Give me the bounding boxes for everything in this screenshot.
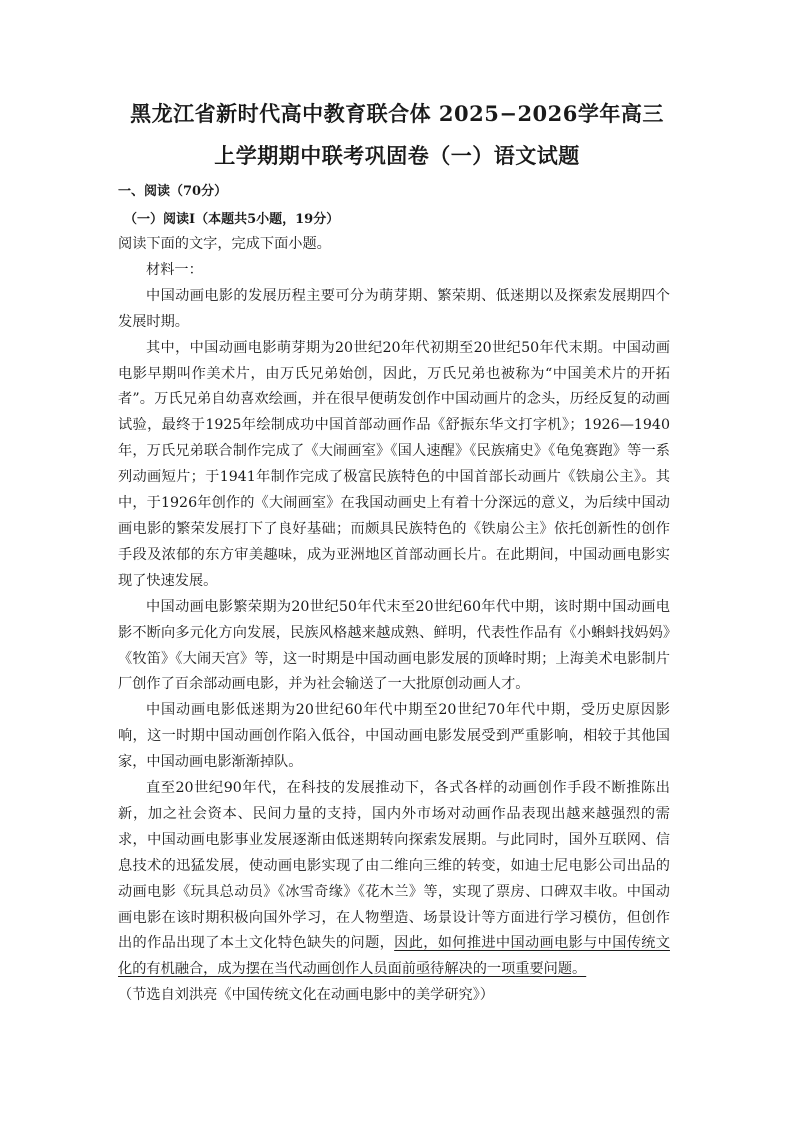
exam-title-line1: 黑龙江省新时代高中教育联合体 2025−2026学年高三 [130, 101, 664, 126]
section-heading: 一、阅读（70分） [118, 184, 228, 199]
paragraph-5-text: 直至20世纪90年代，在科技的发展推动下，各式各样的动画创作手段不断推陈出新，加之社会资本、民间力量的支持，国内外市场对动画作品表现出越来越强烈的需求，中国动画电影事业发展逐渐由低迷期转向探索发展期。与此同时，国外互联网、信息技术的迅猛发展，使动画电影实现了由二维向三维的转变，如迪士尼电影公司出品的动画电影《玩具总动员》《冰雪奇缘》《花木兰》等，实现了票房、口碑双丰收。中国动画电影在该时期积极向国外学习，在人物塑造、场景设计等方面进行学习模仿，但创作出的作品出现了本土文化特色缺失的问题， [118, 780, 670, 952]
passage-paragraph-1: 中国动画电影的发展历程主要可分为萌芽期、繁荣期、低迷期以及探索发展期四个发展时期。 [118, 287, 670, 330]
passage-paragraph-5 [118, 776, 670, 983]
passage-paragraph-2: 其中，中国动画电影萌芽期为20世纪20年代初期至20世纪50年代末期。中国动画电影早期叫作美术片，由万氏兄弟始创，因此，万氏兄弟也被称为“中国美术片的开拓者”。万氏兄弟自幼喜欢绘画，并在很早便萌发创作中国动画片的念头，历经反复的动画试验，最终于1925年绘制成功中国首部动画作品《舒振东华文打字机》；1926—1940年，万氏兄弟联合制作完成了《大闹画室》《国人速醒》《民族痛史》《龟兔赛跑》等一系列动画短片；于1941年制作完成了极富民族特色的中国首部长动画片《铁扇公主》。其中，于1926年创作的《大闹画室》在我国动画史上有着十分深远的意义，为后续中国动画电影的繁荣发展打下了良好基础；而颇具民族特色的《铁扇公主》依托创新性的创作手段及浓郁的东方审美趣味，成为亚洲地区首部动画长片。在此期间，中国动画电影实现了快速发展。 [118, 339, 670, 589]
passage-paragraph-4: 中国动画电影低迷期为20世纪60年代中期至20世纪70年代中期，受历史原因影响，这一时期中国动画创作陷入低谷，中国动画电影发展受到严重影响，相较于其他国家，中国动画电影渐渐掉队。 [118, 702, 670, 771]
passage-paragraph-3: 中国动画电影繁荣期为20世纪50年代末至20世纪60年代中期，该时期中国动画电影不断向多元化方向发展，民族风格越来越成熟、鲜明，代表性作品有《小蝌蚪找妈妈》《牧笛》《大闹天宫》等，这一时期是中国动画电影发展的顶峰时期；上海美术电影制片厂创作了百余部动画电影，并为社会输送了一大批原创动画人才。 [118, 598, 670, 693]
material-label: 材料一： [146, 261, 203, 278]
underlined-key-sentence: 因此，如何推进中国动画电影与中国传统文化的有机融合，成为摆在当代动画创作人员面前亟待解决的一项重要问题。 [118, 935, 670, 978]
subsection-heading: （一）阅读Ⅰ（本题共5小题，19分） [124, 212, 340, 227]
instruction-text: 阅读下面的文字，完成下面小题。 [118, 236, 331, 252]
source-citation: （节选自刘洪亮《中国传统文化在动画电影中的美学研究》） [118, 987, 494, 1004]
reading-passage [118, 232, 670, 1009]
exam-title-line2: 上学期期中联考巩固卷（一）语文试题 [214, 143, 580, 168]
